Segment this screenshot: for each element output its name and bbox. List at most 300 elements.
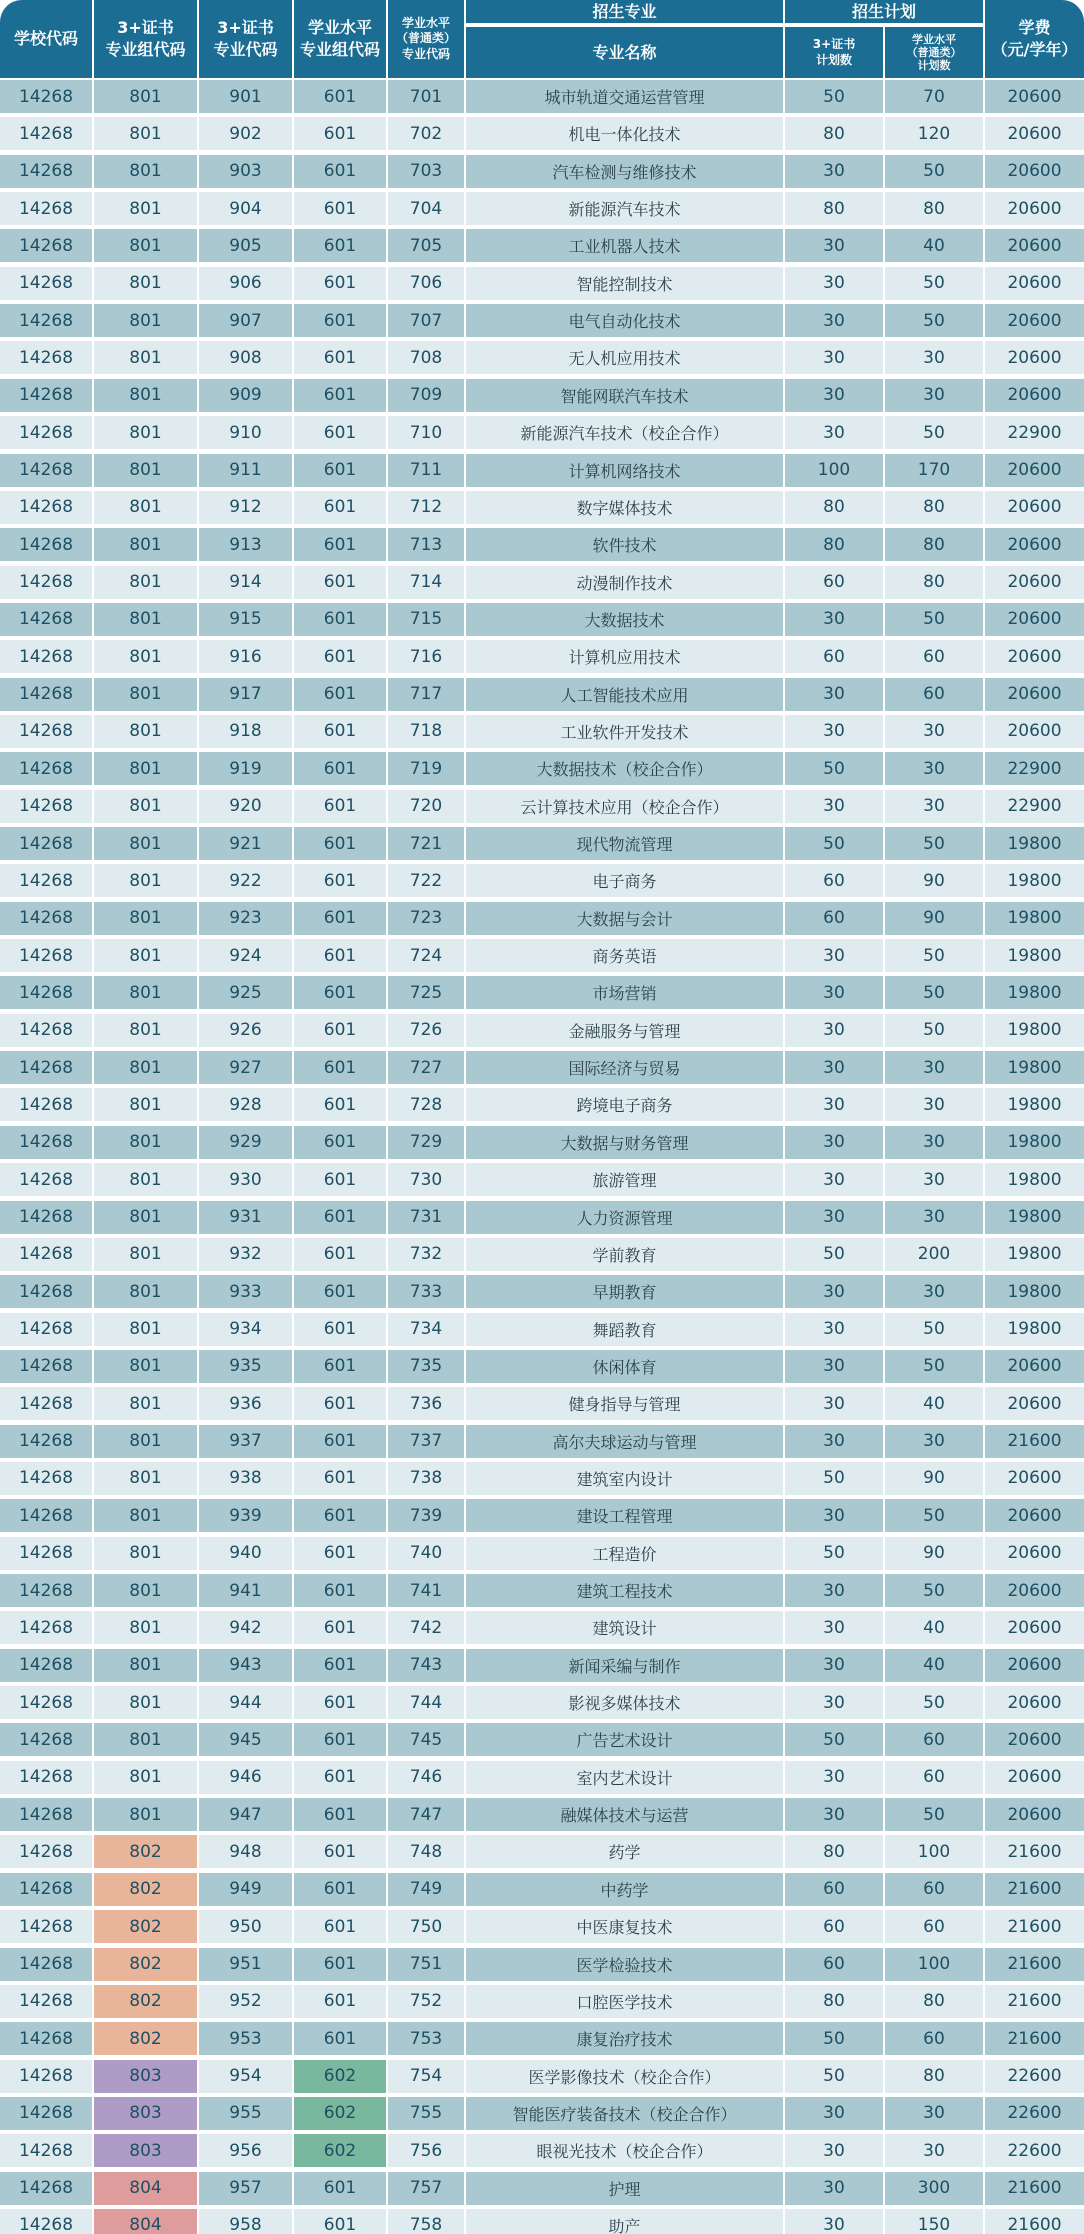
- table-row: [0, 827, 1084, 862]
- table-cell: 20600: [985, 491, 1084, 526]
- table-cell: 14268: [0, 155, 94, 190]
- table-cell: 30: [785, 678, 885, 713]
- header-major-group: [466, 0, 785, 25]
- table-cell: 50: [885, 1014, 985, 1049]
- table-cell: 937: [199, 1425, 294, 1460]
- table-cell: 942: [199, 1611, 294, 1646]
- major-name-cell: 工业机器人技术: [466, 229, 785, 264]
- table-cell: 801: [94, 790, 199, 825]
- table-cell: 30: [785, 1201, 885, 1236]
- table-cell: 30: [785, 341, 885, 376]
- table-cell: 601: [294, 1051, 388, 1086]
- table-cell: 601: [294, 192, 388, 227]
- table-cell: 601: [294, 1238, 388, 1273]
- table-cell: 726: [388, 1014, 466, 1049]
- table-row: [0, 2060, 1084, 2095]
- table-cell: 14268: [0, 2022, 94, 2057]
- table-cell: 30: [885, 341, 985, 376]
- header-text: 学业水平: [401, 15, 450, 30]
- table-cell: 14268: [0, 752, 94, 787]
- table-cell: 50: [885, 304, 985, 339]
- table-cell: 914: [199, 566, 294, 601]
- header-xueye-group-code: [294, 0, 388, 78]
- table-cell: 60: [785, 1910, 885, 1945]
- table-row: [0, 566, 1084, 601]
- table-cell: 19800: [985, 864, 1084, 899]
- table-cell: 801: [94, 1499, 199, 1534]
- table-row: [0, 1798, 1084, 1833]
- table-row: [0, 1014, 1084, 1049]
- header-school-code: [0, 0, 94, 78]
- table-cell: 21600: [985, 1985, 1084, 2020]
- table-row: [0, 2209, 1084, 2234]
- table-cell: 90: [885, 864, 985, 899]
- table-cell: 733: [388, 1275, 466, 1310]
- table-cell: 30: [885, 752, 985, 787]
- table-cell: 50: [785, 2060, 885, 2095]
- table-cell: 21600: [985, 2209, 1084, 2234]
- table-cell: 50: [785, 1238, 885, 1273]
- table-row: [0, 790, 1084, 825]
- table-cell: 14268: [0, 1387, 94, 1422]
- table-row: [0, 1238, 1084, 1273]
- table-cell: 601: [294, 939, 388, 974]
- table-cell: 14268: [0, 1163, 94, 1198]
- header-text: 学校代码: [13, 29, 78, 49]
- table-cell: 801: [94, 603, 199, 638]
- table-cell: 801: [94, 864, 199, 899]
- table-cell: 801: [94, 1201, 199, 1236]
- table-cell: 801: [94, 1163, 199, 1198]
- major-name-cell: 电子商务: [466, 864, 785, 899]
- table-cell: 741: [388, 1574, 466, 1609]
- table-cell: 60: [785, 1873, 885, 1908]
- table-cell: 602: [294, 2134, 388, 2169]
- table-cell: 19800: [985, 902, 1084, 937]
- table-cell: 935: [199, 1350, 294, 1385]
- table-row: [0, 603, 1084, 638]
- table-cell: 14268: [0, 192, 94, 227]
- table-cell: 14268: [0, 790, 94, 825]
- table-row: [0, 341, 1084, 376]
- header-plan-xueye: [885, 27, 985, 78]
- header-text: 专业代码: [213, 40, 278, 59]
- table-cell: 801: [94, 1350, 199, 1385]
- table-cell: 601: [294, 2172, 388, 2207]
- table-cell: 30: [885, 1126, 985, 1161]
- table-cell: 14268: [0, 1537, 94, 1572]
- table-cell: 930: [199, 1163, 294, 1198]
- table-cell: 30: [785, 1574, 885, 1609]
- table-cell: 601: [294, 267, 388, 302]
- table-cell: 30: [885, 1275, 985, 1310]
- table-cell: 14268: [0, 1014, 94, 1049]
- table-cell: 742: [388, 1611, 466, 1646]
- table-cell: 735: [388, 1350, 466, 1385]
- table-cell: 801: [94, 827, 199, 862]
- table-cell: 30: [785, 1499, 885, 1534]
- table-cell: 80: [785, 117, 885, 152]
- table-cell: 20600: [985, 341, 1084, 376]
- table-cell: 737: [388, 1425, 466, 1460]
- table-cell: 20600: [985, 1387, 1084, 1422]
- table-row: [0, 864, 1084, 899]
- table-cell: 710: [388, 416, 466, 451]
- table-cell: 200: [885, 1238, 985, 1273]
- table-row: [0, 1574, 1084, 1609]
- table-cell: 80: [885, 528, 985, 563]
- table-cell: 14268: [0, 117, 94, 152]
- table-cell: 951: [199, 1948, 294, 1983]
- table-cell: 30: [785, 1686, 885, 1721]
- table-cell: 601: [294, 603, 388, 638]
- table-cell: 730: [388, 1163, 466, 1198]
- table-cell: 801: [94, 752, 199, 787]
- table-cell: 30: [885, 1163, 985, 1198]
- table-cell: 932: [199, 1238, 294, 1273]
- major-name-cell: 融媒体技术与运营: [466, 1798, 785, 1833]
- table-cell: 21600: [985, 1835, 1084, 1870]
- table-cell: 715: [388, 603, 466, 638]
- table-cell: 30: [785, 715, 885, 750]
- table-cell: 60: [785, 902, 885, 937]
- table-cell: 30: [785, 976, 885, 1011]
- table-cell: 601: [294, 864, 388, 899]
- table-cell: 947: [199, 1798, 294, 1833]
- major-name-cell: 健身指导与管理: [466, 1387, 785, 1422]
- table-cell: 802: [94, 1910, 199, 1945]
- table-row: [0, 454, 1084, 489]
- major-name-cell: 助产: [466, 2209, 785, 2234]
- table-row: [0, 1873, 1084, 1908]
- table-cell: 20600: [985, 715, 1084, 750]
- table-cell: 19800: [985, 827, 1084, 862]
- table-cell: 90: [885, 1537, 985, 1572]
- table-cell: 702: [388, 117, 466, 152]
- table-row: [0, 1761, 1084, 1796]
- table-cell: 910: [199, 416, 294, 451]
- table-cell: 738: [388, 1462, 466, 1497]
- table-cell: 50: [785, 752, 885, 787]
- header-fee: [985, 0, 1084, 78]
- major-name-cell: 中医康复技术: [466, 1910, 785, 1945]
- table-cell: 14268: [0, 827, 94, 862]
- table-cell: 20600: [985, 1462, 1084, 1497]
- table-cell: 801: [94, 1313, 199, 1348]
- table-cell: 901: [199, 80, 294, 115]
- table-cell: 80: [785, 491, 885, 526]
- table-cell: 70: [885, 80, 985, 115]
- table-cell: 20600: [985, 117, 1084, 152]
- table-cell: 30: [785, 1649, 885, 1684]
- table-cell: 801: [94, 416, 199, 451]
- table-cell: 753: [388, 2022, 466, 2057]
- table-cell: 80: [885, 192, 985, 227]
- table-cell: 714: [388, 566, 466, 601]
- table-row: [0, 2097, 1084, 2132]
- table-cell: 80: [785, 192, 885, 227]
- major-name-cell: 新能源汽车技术: [466, 192, 785, 227]
- table-cell: 14268: [0, 1088, 94, 1123]
- table-row: [0, 117, 1084, 152]
- table-cell: 50: [785, 827, 885, 862]
- table-cell: 14268: [0, 1798, 94, 1833]
- major-name-cell: 大数据与财务管理: [466, 1126, 785, 1161]
- table-cell: 601: [294, 640, 388, 675]
- header-text: 学业水平: [307, 18, 372, 38]
- major-name-cell: 广告艺术设计: [466, 1723, 785, 1758]
- table-cell: 30: [885, 790, 985, 825]
- table-cell: 934: [199, 1313, 294, 1348]
- table-cell: 150: [885, 2209, 985, 2234]
- table-cell: 20600: [985, 379, 1084, 414]
- table-cell: 601: [294, 80, 388, 115]
- table-cell: 601: [294, 2209, 388, 2234]
- table-cell: 30: [785, 939, 885, 974]
- table-cell: 949: [199, 1873, 294, 1908]
- table-cell: 750: [388, 1910, 466, 1945]
- table-cell: 60: [885, 1873, 985, 1908]
- table-row: [0, 2172, 1084, 2207]
- table-cell: 724: [388, 939, 466, 974]
- table-cell: 30: [785, 2134, 885, 2169]
- table-cell: 100: [885, 1835, 985, 1870]
- table-cell: 802: [94, 2022, 199, 2057]
- major-name-cell: 医学影像技术（校企合作）: [466, 2060, 785, 2095]
- table-cell: 938: [199, 1462, 294, 1497]
- table-cell: 14268: [0, 2209, 94, 2234]
- table-row: [0, 1387, 1084, 1422]
- table-cell: 601: [294, 1910, 388, 1945]
- major-name-cell: 旅游管理: [466, 1163, 785, 1198]
- table-cell: 751: [388, 1948, 466, 1983]
- table-row: [0, 267, 1084, 302]
- table-cell: 748: [388, 1835, 466, 1870]
- table-cell: 916: [199, 640, 294, 675]
- table-cell: 601: [294, 1462, 388, 1497]
- table-cell: 14268: [0, 1686, 94, 1721]
- table-cell: 30: [785, 379, 885, 414]
- table-cell: 601: [294, 1350, 388, 1385]
- table-cell: 801: [94, 1014, 199, 1049]
- table-cell: 952: [199, 1985, 294, 2020]
- table-cell: 60: [785, 640, 885, 675]
- table-cell: 14268: [0, 1499, 94, 1534]
- table-cell: 908: [199, 341, 294, 376]
- table-cell: 30: [785, 1387, 885, 1422]
- header-text: （普通类）: [906, 45, 962, 59]
- table-cell: 803: [94, 2134, 199, 2169]
- table-cell: 50: [885, 1574, 985, 1609]
- table-cell: 30: [785, 1163, 885, 1198]
- table-cell: 50: [885, 1499, 985, 1534]
- table-cell: 601: [294, 379, 388, 414]
- table-cell: 14268: [0, 902, 94, 937]
- table-cell: 801: [94, 1761, 199, 1796]
- table-cell: 709: [388, 379, 466, 414]
- table-row: [0, 2022, 1084, 2057]
- table-cell: 712: [388, 491, 466, 526]
- table-row: [0, 304, 1084, 339]
- table-cell: 918: [199, 715, 294, 750]
- table-cell: 30: [785, 1051, 885, 1086]
- table-cell: 801: [94, 304, 199, 339]
- table-cell: 801: [94, 1798, 199, 1833]
- table-cell: 755: [388, 2097, 466, 2132]
- header-major-name: [466, 27, 785, 78]
- table-cell: 300: [885, 2172, 985, 2207]
- major-name-cell: 高尔夫球运动与管理: [466, 1425, 785, 1460]
- table-cell: 14268: [0, 267, 94, 302]
- table-cell: 14268: [0, 528, 94, 563]
- major-name-cell: 国际经济与贸易: [466, 1051, 785, 1086]
- table-cell: 601: [294, 454, 388, 489]
- table-cell: 14268: [0, 1910, 94, 1945]
- table-cell: 718: [388, 715, 466, 750]
- table-cell: 50: [785, 80, 885, 115]
- major-name-cell: 无人机应用技术: [466, 341, 785, 376]
- table-cell: 601: [294, 715, 388, 750]
- table-cell: 801: [94, 678, 199, 713]
- table-cell: 20600: [985, 1798, 1084, 1833]
- table-cell: 601: [294, 790, 388, 825]
- table-cell: 747: [388, 1798, 466, 1833]
- table-row: [0, 1835, 1084, 1870]
- table-cell: 801: [94, 491, 199, 526]
- table-cell: 60: [885, 640, 985, 675]
- table-cell: 713: [388, 528, 466, 563]
- table-cell: 725: [388, 976, 466, 1011]
- table-cell: 746: [388, 1761, 466, 1796]
- table-cell: 14268: [0, 416, 94, 451]
- table-cell: 601: [294, 752, 388, 787]
- table-cell: 705: [388, 229, 466, 264]
- table-cell: 14268: [0, 939, 94, 974]
- table-cell: 21600: [985, 2172, 1084, 2207]
- table-row: [0, 1275, 1084, 1310]
- major-name-cell: 康复治疗技术: [466, 2022, 785, 2057]
- table-cell: 20600: [985, 80, 1084, 115]
- table-cell: 802: [94, 1948, 199, 1983]
- table-cell: 758: [388, 2209, 466, 2234]
- table-cell: 601: [294, 1574, 388, 1609]
- table-cell: 912: [199, 491, 294, 526]
- table-cell: 21600: [985, 1910, 1084, 1945]
- table-cell: 601: [294, 902, 388, 937]
- table-cell: 60: [885, 678, 985, 713]
- header-text: 专业组代码: [105, 40, 186, 59]
- table-cell: 50: [885, 1686, 985, 1721]
- table-cell: 801: [94, 379, 199, 414]
- table-cell: 601: [294, 1387, 388, 1422]
- table-cell: 14268: [0, 1649, 94, 1684]
- table-cell: 19800: [985, 1051, 1084, 1086]
- major-name-cell: 数字媒体技术: [466, 491, 785, 526]
- table-cell: 719: [388, 752, 466, 787]
- table-cell: 928: [199, 1088, 294, 1123]
- table-cell: 601: [294, 1985, 388, 2020]
- table-row: [0, 1163, 1084, 1198]
- table-row: [0, 1723, 1084, 1758]
- major-name-cell: 人力资源管理: [466, 1201, 785, 1236]
- table-cell: 30: [785, 1798, 885, 1833]
- table-cell: 601: [294, 1611, 388, 1646]
- table-cell: 14268: [0, 1350, 94, 1385]
- header-plan-group: [785, 0, 985, 25]
- table-cell: 50: [885, 939, 985, 974]
- table-cell: 756: [388, 2134, 466, 2169]
- header-text: 学费: [1018, 18, 1051, 38]
- table-cell: 21600: [985, 1873, 1084, 1908]
- table-cell: 801: [94, 715, 199, 750]
- table-cell: 14268: [0, 1985, 94, 2020]
- table-cell: 801: [94, 155, 199, 190]
- table-cell: 19800: [985, 976, 1084, 1011]
- table-cell: 902: [199, 117, 294, 152]
- table-cell: 801: [94, 454, 199, 489]
- table-cell: 19800: [985, 1238, 1084, 1273]
- table-cell: 22900: [985, 752, 1084, 787]
- major-name-cell: 舞蹈教育: [466, 1313, 785, 1348]
- table-cell: 601: [294, 341, 388, 376]
- table-row: [0, 1201, 1084, 1236]
- table-cell: 729: [388, 1126, 466, 1161]
- table-cell: 50: [885, 1350, 985, 1385]
- table-cell: 801: [94, 1649, 199, 1684]
- table-cell: 801: [94, 1723, 199, 1758]
- table-cell: 940: [199, 1537, 294, 1572]
- table-cell: 60: [785, 566, 885, 601]
- table-cell: 933: [199, 1275, 294, 1310]
- table-cell: 14268: [0, 976, 94, 1011]
- header-text: 招生专业: [592, 1, 657, 21]
- table-cell: 601: [294, 1163, 388, 1198]
- table-cell: 20600: [985, 304, 1084, 339]
- table-cell: 20600: [985, 229, 1084, 264]
- table-cell: 905: [199, 229, 294, 264]
- table-cell: 80: [885, 1985, 985, 2020]
- table-cell: 30: [785, 1313, 885, 1348]
- table-cell: 14268: [0, 1051, 94, 1086]
- table-cell: 732: [388, 1238, 466, 1273]
- table-cell: 803: [94, 2097, 199, 2132]
- table-row: [0, 1537, 1084, 1572]
- table-row: [0, 902, 1084, 937]
- table-cell: 20600: [985, 1686, 1084, 1721]
- table-cell: 601: [294, 1014, 388, 1049]
- table-cell: 601: [294, 155, 388, 190]
- table-cell: 14268: [0, 1948, 94, 1983]
- table-cell: 14268: [0, 454, 94, 489]
- table-cell: 22900: [985, 416, 1084, 451]
- table-cell: 903: [199, 155, 294, 190]
- table-cell: 21600: [985, 1948, 1084, 1983]
- table-cell: 20600: [985, 1499, 1084, 1534]
- table-cell: 60: [885, 2022, 985, 2057]
- table-cell: 20600: [985, 528, 1084, 563]
- major-name-cell: 口腔医学技术: [466, 1985, 785, 2020]
- major-name-cell: 商务英语: [466, 939, 785, 974]
- table-cell: 20600: [985, 678, 1084, 713]
- table-cell: 50: [885, 155, 985, 190]
- table-cell: 728: [388, 1088, 466, 1123]
- table-row: [0, 1499, 1084, 1534]
- table-cell: 60: [885, 1761, 985, 1796]
- table-cell: 907: [199, 304, 294, 339]
- table-cell: 80: [885, 2060, 985, 2095]
- table-cell: 19800: [985, 1014, 1084, 1049]
- major-name-cell: 建筑设计: [466, 1611, 785, 1646]
